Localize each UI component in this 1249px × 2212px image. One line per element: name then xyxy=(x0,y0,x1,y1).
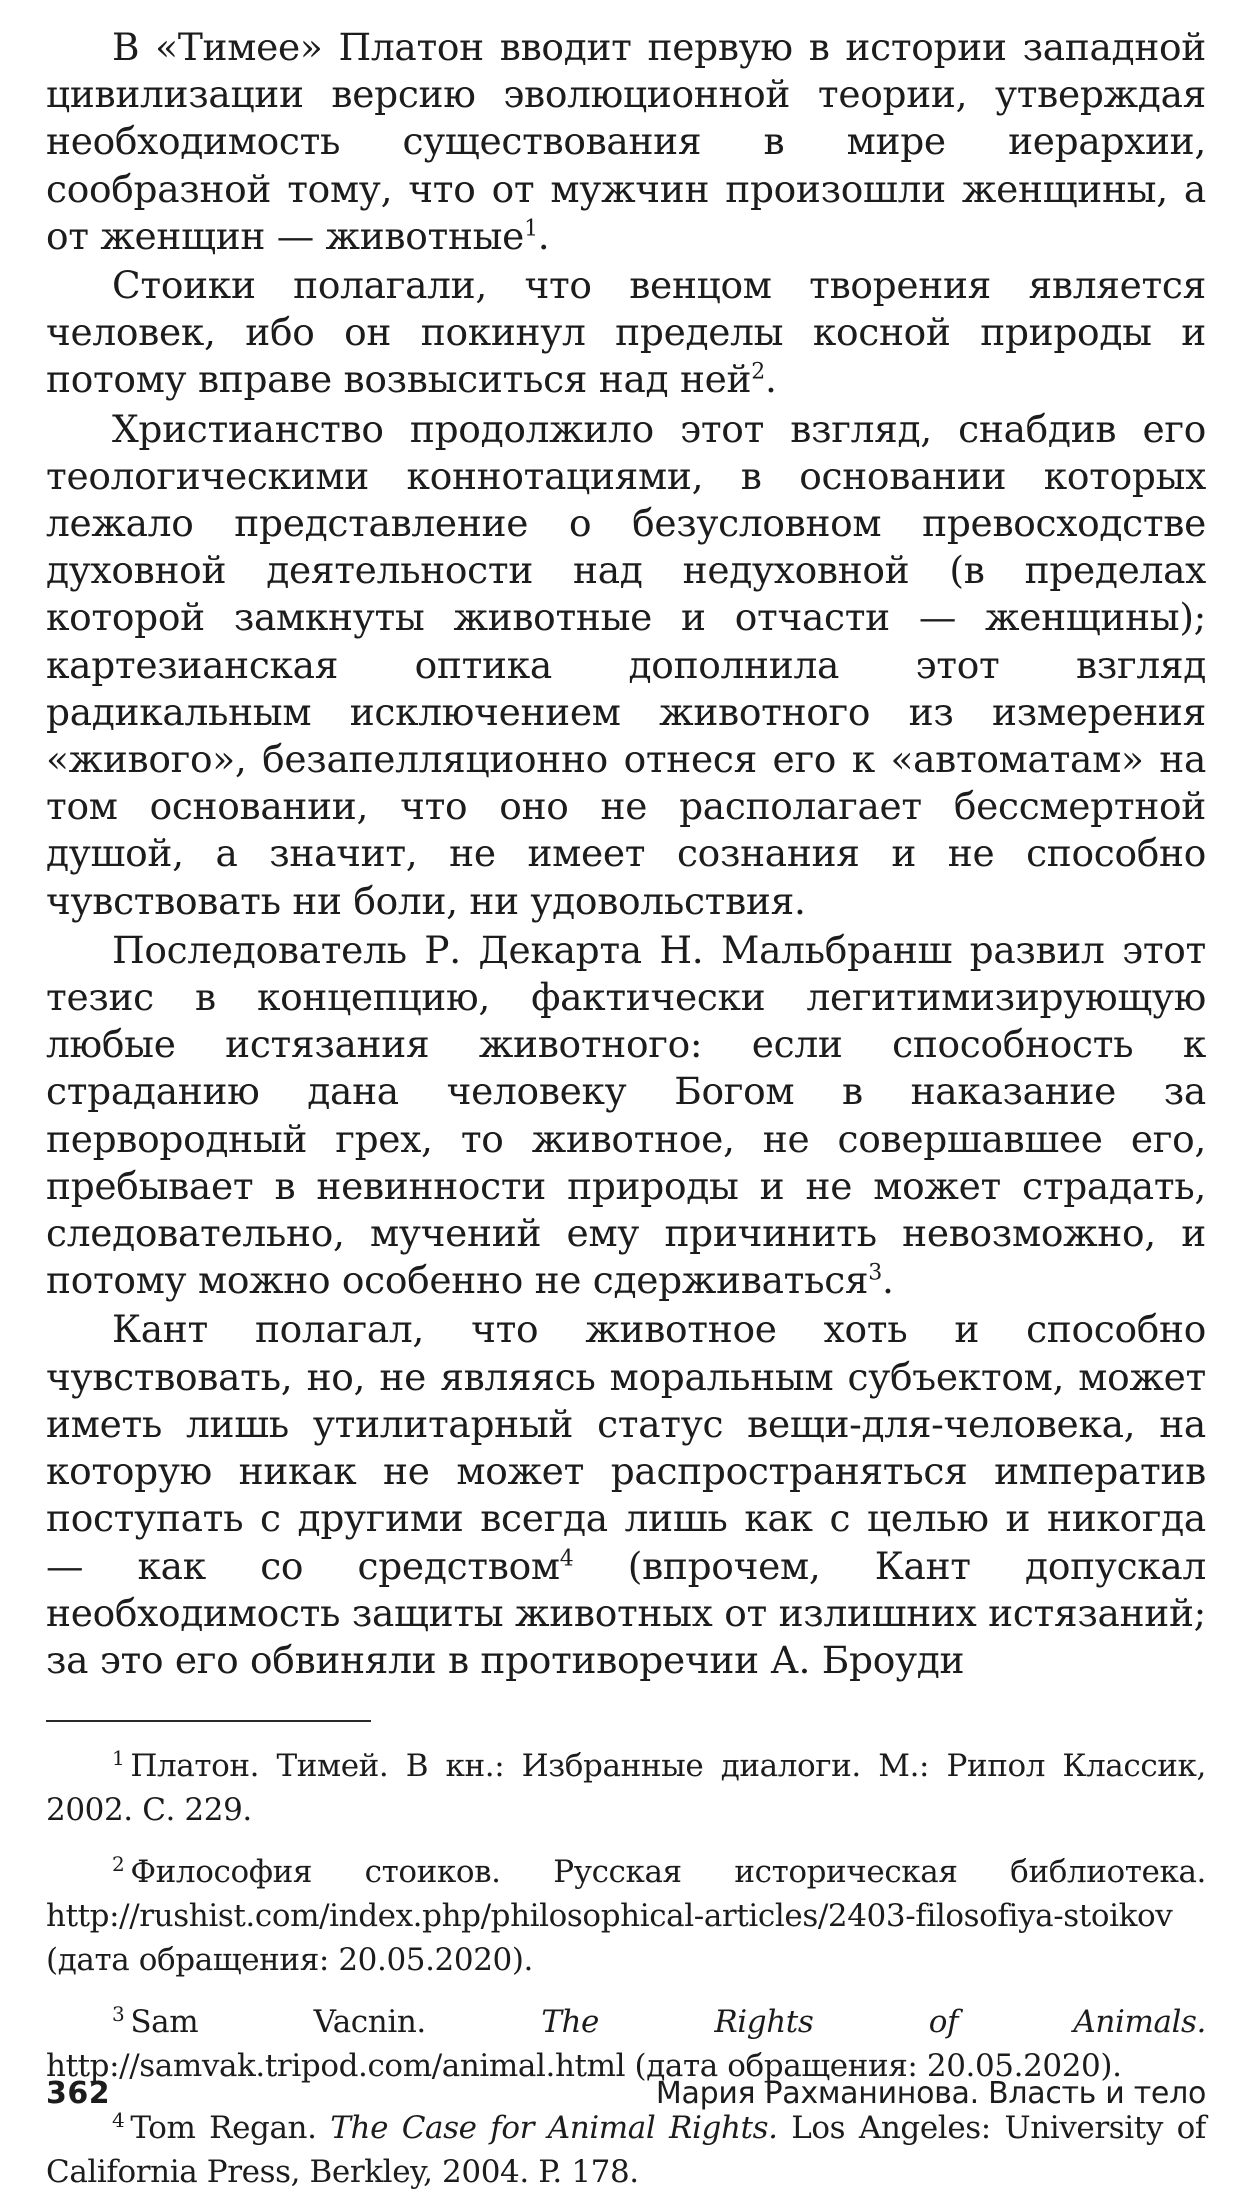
paragraph-malebranche xyxy=(46,927,1206,1305)
footnote-text: Платон. Тимей. В кн.: Избранные диалоги. М.: Рипол Классик, 2002. С. 229. xyxy=(46,1748,1206,1829)
running-title: Мария Рахманинова. Власть и тело xyxy=(655,2076,1206,2111)
paragraph-text: Кант полагал, что животное хоть и способно чувствовать, но, не являясь моральным субъектом, может иметь лишь утилитарный статус вещи-для-человека, на которую никак не может распространяться императив поступать с другими всегда лишь как с целью и никогда — как со средством xyxy=(46,1307,1206,1588)
book-page xyxy=(46,24,1206,2212)
footnote-ref[interactable]: 4 xyxy=(559,1546,574,1571)
footnote-ref[interactable]: 2 xyxy=(751,359,765,385)
footnote-mark: 3 xyxy=(112,2001,125,2026)
paragraph-tail: . xyxy=(764,357,777,402)
footnote-text: Философия стоиков. Русская историческая библиотека. http://rushist.com/index.php/philosophical-articles/2403-filosofiya-stoikov (дата обращения: 20.05.2020). xyxy=(46,1854,1206,1979)
footnote-divider xyxy=(46,1720,371,1722)
footnote-3 xyxy=(46,2000,1206,2088)
paragraph-tail: . xyxy=(881,1258,894,1303)
paragraph-text: Стоики полагали, что венцом творения является человек, ибо он покинул пределы косной природы и потому вправе возвыситься над ней xyxy=(46,263,1206,402)
footnote-ref[interactable]: 3 xyxy=(868,1260,882,1286)
page-footer xyxy=(46,2076,1206,2120)
footnote-mark: 1 xyxy=(112,1745,125,1770)
footnote-source: Los Angeles: University of California Press, Berkley, 2004. P. 178. xyxy=(46,2110,1206,2191)
footnote-author: Sam Vacnin. xyxy=(130,2004,542,2041)
paragraph-timaeus xyxy=(46,24,1206,260)
footnote-title: The Case for Animal Rights. xyxy=(330,2110,778,2147)
paragraph-text: Христианство продолжило этот взгляд, снабдив его теологическими коннотациями, в основании которых лежало представление о безусловном превосходстве духовной деятельности над недуховной (в пределах которой замкнуты животные и отчасти — женщины); картезианская оптика дополнила этот взгляд радикальным исключением животного из измерения «живого», безапелляционно отнеся его к «автоматам» на том основании, что оно не располагает бессмертной душой, а значит, не имеет сознания и не способно чувствовать ни боли, ни удовольствия. xyxy=(46,406,1206,923)
paragraph-tail: . xyxy=(537,213,550,258)
paragraph-christianity xyxy=(46,406,1206,925)
paragraph-kant xyxy=(46,1306,1206,1684)
footnote-2 xyxy=(46,1850,1206,1982)
footnote-source: http://samvak.tripod.com/animal.html (дата обращения: 20.05.2020). xyxy=(46,2048,1122,2085)
footnote-ref[interactable]: 1 xyxy=(524,216,538,242)
footnote-mark: 2 xyxy=(112,1851,125,1876)
footnote-1 xyxy=(46,1744,1206,1832)
footnote-title: The Rights of Animals. xyxy=(541,2004,1207,2041)
paragraph-tail: (впрочем, Кант допускал необходимость защиты животных от излишних истязаний; за это его обвиняли в противоречии А. Броуди xyxy=(46,1543,1206,1682)
page-number: 362 xyxy=(46,2076,111,2111)
paragraph-stoics xyxy=(46,262,1206,404)
paragraph-text: Последователь Р. Декарта Н. Мальбранш развил этот тезис в концепцию, фактически легитимизирующую любые истязания животного: если способность к страданию дана человеку Богом в наказание за первородный грех, то животное, не совершавшее его, пребывает в невинности природы и не может страдать, следовательно, мучений ему причинить невозможно, и потому можно особенно не сдерживаться xyxy=(46,927,1206,1303)
footnote-author: Tom Regan. xyxy=(130,2110,331,2147)
paragraph-text: В «Тимее» Платон вводит первую в истории западной цивилизации версию эволюционной теории, утверждая необходимость существования в мире иерархии, сообразной тому, что от мужчин произошли женщины, а от женщин — животные xyxy=(46,25,1206,258)
footnote-mark: 4 xyxy=(112,2107,125,2132)
